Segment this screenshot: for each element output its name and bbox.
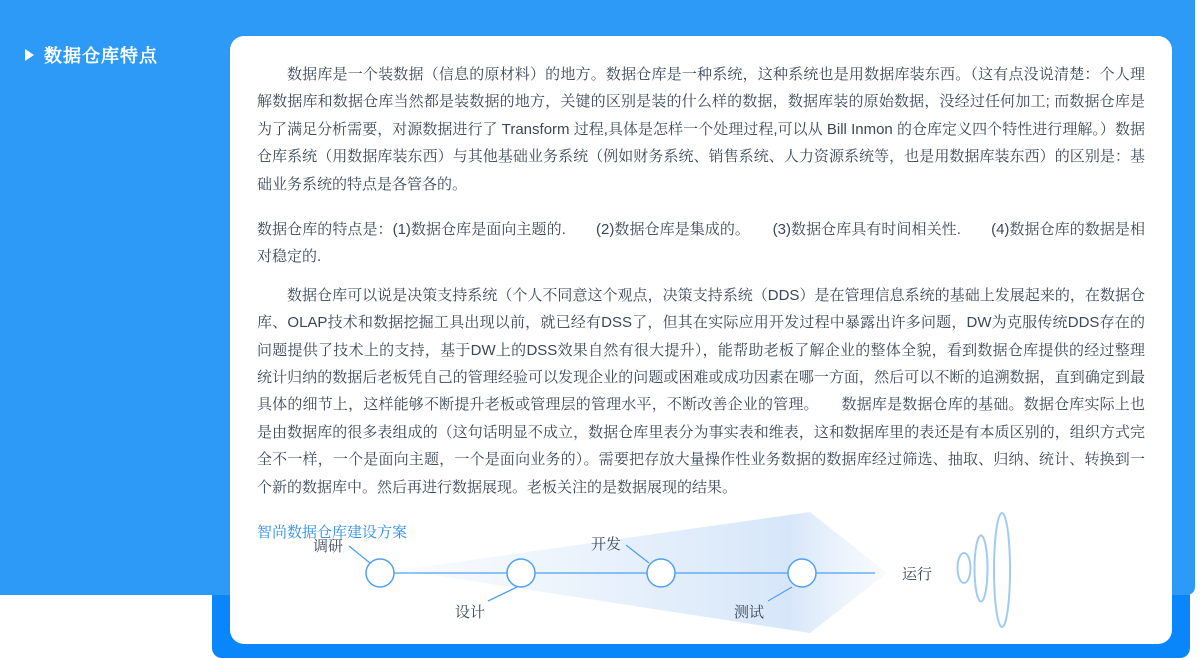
article-body — [230, 36, 1172, 542]
timeline-node-2 — [507, 559, 535, 587]
play-icon — [25, 49, 34, 61]
signal-waves-icon — [958, 513, 1011, 627]
paragraph-2: 数据仓库的特点是：(1)数据仓库是面向主题的. (2)数据仓库是集成的。 (3)数据仓库具有时间相关性. (4)数据仓库的数据是相对稳定的. — [257, 221, 1145, 266]
connector-research — [349, 546, 370, 563]
stage-label-research: 调研 — [312, 538, 344, 555]
timeline-node-3 — [647, 559, 675, 587]
project-link[interactable]: 智尚数据仓库建设方案 — [257, 524, 408, 542]
paragraph-3: 数据仓库可以说是决策支持系统（个人不同意这个观点，决策支持系统（DDS）是在管理信息系统的基础上发展起来的，在数据仓库、OLAP技术和数据挖掘工具出现以前，就已经有DSS了，但其在实际应用开发过程中暴露出许多问题，DW为克服传统DDS存在的问题提供了技术上的支持，基于DW上的DSS效果自然有很大提升），能帮助老板了解企业的整体全貌，看到数据仓库提供的经过整理统计归纳的数据后老板凭自己的管理经验可以发现企业的问题或困难或成功因素在哪一方面，然后可以不断的追溯数据，直到确定到最具体的细节上，这样能够不断提升老板或管理层的管理水平，不断改善企业的管理。 数据库是数据仓库的基础。数据仓库实际上也是由数据库的很多表组成的（这句话明显不成立，数据仓库里表分为事实表和维表，这和数据库里的表还是有本质区别的，组织方式完全不一样，一个是面向主题，一个是面向业务的）。需要把存放大量操作性业务数据的数据库经过筛选、抽取、归纳、统计、转换到一个新的数据库中。然后再进行数据展现。老板关注的是数据展现的结果。 — [257, 286, 1145, 496]
section-title-label: 数据仓库特点 — [44, 46, 158, 66]
paragraph-1: 数据库是一个装数据（信息的原材料）的地方。数据仓库是一种系统，这种系统也是用数据库装东西。（这有点没说清楚：个人理解数据库和数据仓库当然都是装数据的地方，关键的区别是装的什么样的数据，数据库装的原始数据，没经过任何加工; 而数据仓库是为了满足分析需要，对源数据进行了 Transform 过程,具体是怎样一个处理过程,可以从 Bill Inmon 的仓库定义四个特性进行理解。）数据仓库系统（用数据库装东西）与其他基础业务系统（例如财务系统、销售系统、人力资源系统等，也是用数据库装东西）的区别是：基础业务系统的特点是各管各的。 — [257, 66, 1145, 193]
stage-label-design: 设计 — [454, 604, 486, 621]
section-title — [25, 42, 158, 68]
process-timeline — [230, 505, 1172, 644]
timeline-node-1 — [366, 559, 394, 587]
stage-label-test: 测试 — [733, 604, 765, 621]
connector-design — [488, 587, 517, 601]
stage-label-run: 运行 — [901, 566, 933, 583]
stage-label-develop: 开发 — [590, 536, 622, 553]
content-card — [230, 36, 1172, 644]
timeline-node-4 — [788, 559, 816, 587]
